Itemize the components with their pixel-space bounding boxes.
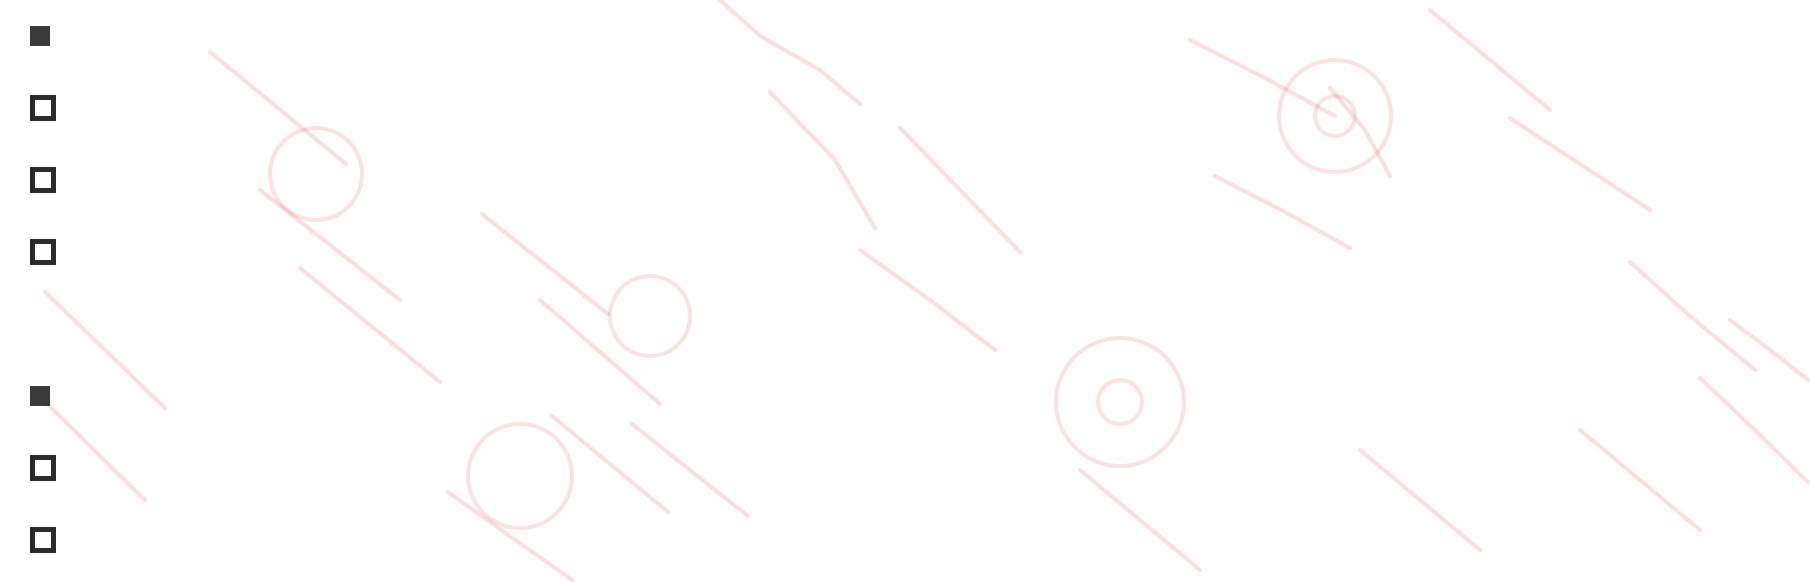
sender-heading-line bbox=[30, 372, 62, 420]
sender-point-1 bbox=[30, 444, 62, 492]
receiver-point-3 bbox=[30, 228, 62, 276]
hollow-square-bullet-icon bbox=[30, 239, 56, 265]
document-content bbox=[30, 0, 1810, 582]
hollow-square-bullet-icon bbox=[30, 455, 56, 481]
sender-point-2 bbox=[30, 516, 62, 564]
receiver-heading-line bbox=[30, 12, 62, 60]
filled-square-bullet-icon bbox=[30, 26, 50, 46]
receiver-point-2 bbox=[30, 156, 62, 204]
hollow-square-bullet-icon bbox=[30, 95, 56, 121]
receiver-point-1 bbox=[30, 84, 62, 132]
filled-square-bullet-icon bbox=[30, 386, 50, 406]
hollow-square-bullet-icon bbox=[30, 527, 56, 553]
hollow-square-bullet-icon bbox=[30, 167, 56, 193]
